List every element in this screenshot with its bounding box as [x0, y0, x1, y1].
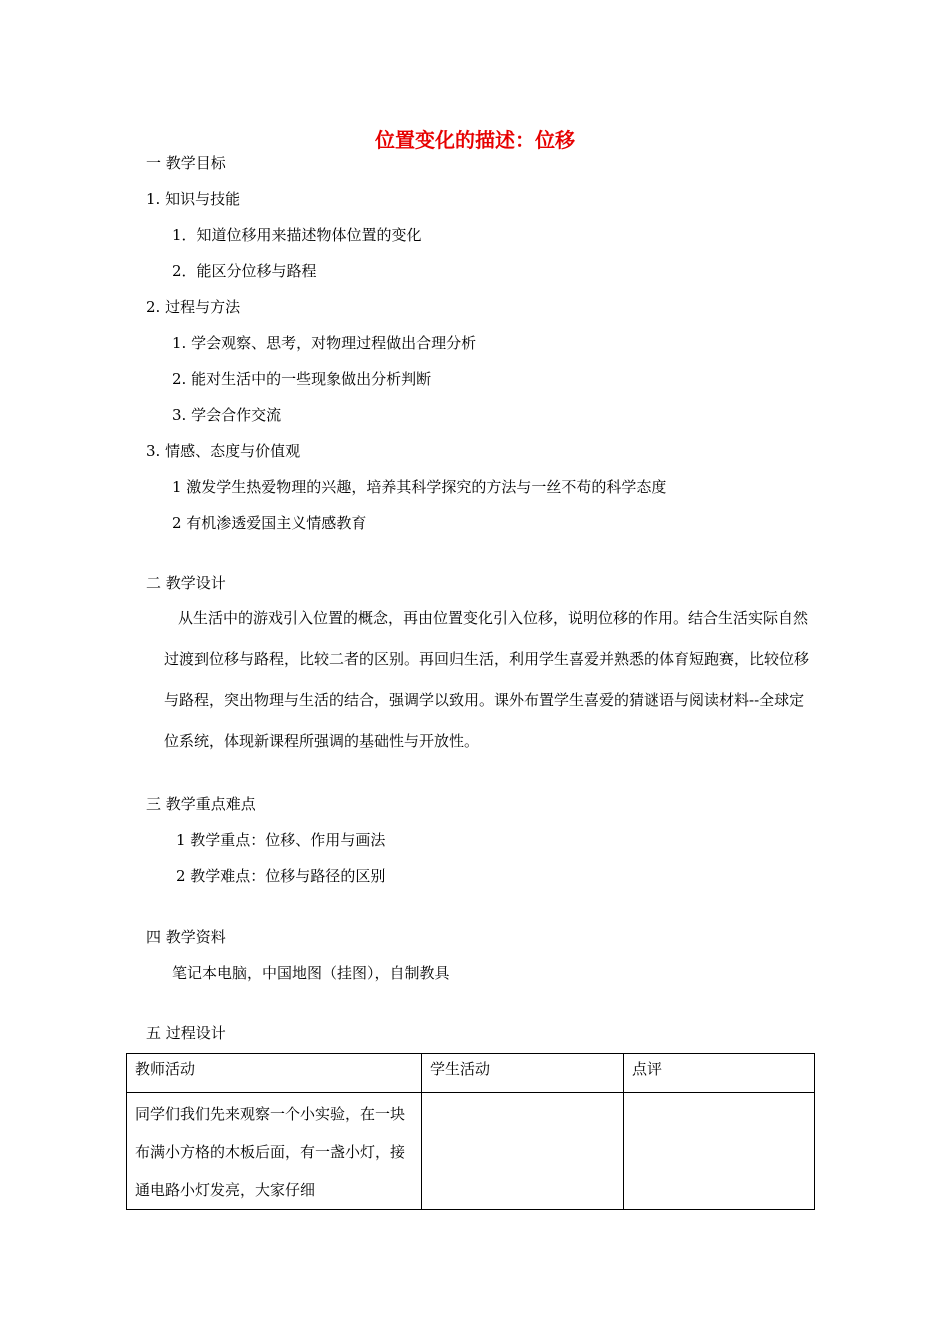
- table-header-row: [127, 1054, 815, 1093]
- table-header-student: 学生活动: [422, 1054, 624, 1093]
- section-heading-process-design: 五 过程设计: [146, 1024, 226, 1042]
- subheading-knowledge-skills: 1. 知识与技能: [146, 190, 241, 208]
- list-item: 3. 学会合作交流: [172, 406, 282, 424]
- design-paragraph: 从生活中的游戏引入位置的概念，再由位置变化引入位移，说明位移的作用。结合生活实际自然过渡到位移与路程，比较二者的区别。再回归生活，利用学生喜爱并熟悉的体育短跑赛，比较位移与路程，突出物理与生活的结合，强调学以致用。课外布置学生喜爱的猜谜语与阅读材料--全球定位系统，体现新课程所强调的基础性与开放性。: [164, 609, 810, 750]
- table-row: [127, 1093, 815, 1210]
- document-title: 位置变化的描述：位移: [375, 128, 575, 152]
- table-cell-comment: [624, 1093, 815, 1210]
- table-header-comment: 点评: [624, 1054, 815, 1093]
- list-item: 2 教学难点：位移与路径的区别: [176, 867, 386, 885]
- section-heading-materials: 四 教学资料: [146, 928, 226, 946]
- teacher-activity-text: 同学们我们先来观察一个小实验，在一块布满小方格的木板后面，有一盏小灯，接通电路小灯发亮，大家仔细: [135, 1105, 406, 1199]
- process-table: [126, 1053, 815, 1210]
- table-cell-teacher: [127, 1093, 422, 1210]
- subheading-process-methods: 2. 过程与方法: [146, 298, 241, 316]
- section-heading-design: 二 教学设计: [146, 574, 226, 592]
- list-item: 2．能区分位移与路程: [172, 262, 317, 280]
- list-item: 1．知道位移用来描述物体位置的变化: [172, 226, 422, 244]
- list-item: 1 激发学生热爱物理的兴趣，培养其科学探究的方法与一丝不苟的科学态度: [172, 478, 667, 496]
- list-item: 2 有机渗透爱国主义情感教育: [172, 514, 367, 532]
- materials-text: 笔记本电脑，中国地图（挂图），自制教具: [172, 964, 450, 982]
- section-heading-key-points: 三 教学重点难点: [146, 795, 256, 813]
- list-item: 1. 学会观察、思考，对物理过程做出合理分析: [172, 334, 477, 352]
- section-heading-objectives: 一 教学目标: [146, 154, 226, 172]
- list-item: 1 教学重点：位移、作用与画法: [176, 831, 386, 849]
- table-cell-student: [422, 1093, 624, 1210]
- subheading-attitudes-values: 3. 情感、态度与价值观: [146, 442, 301, 460]
- list-item: 2. 能对生活中的一些现象做出分析判断: [172, 370, 432, 388]
- table-header-teacher: 教师活动: [127, 1054, 422, 1093]
